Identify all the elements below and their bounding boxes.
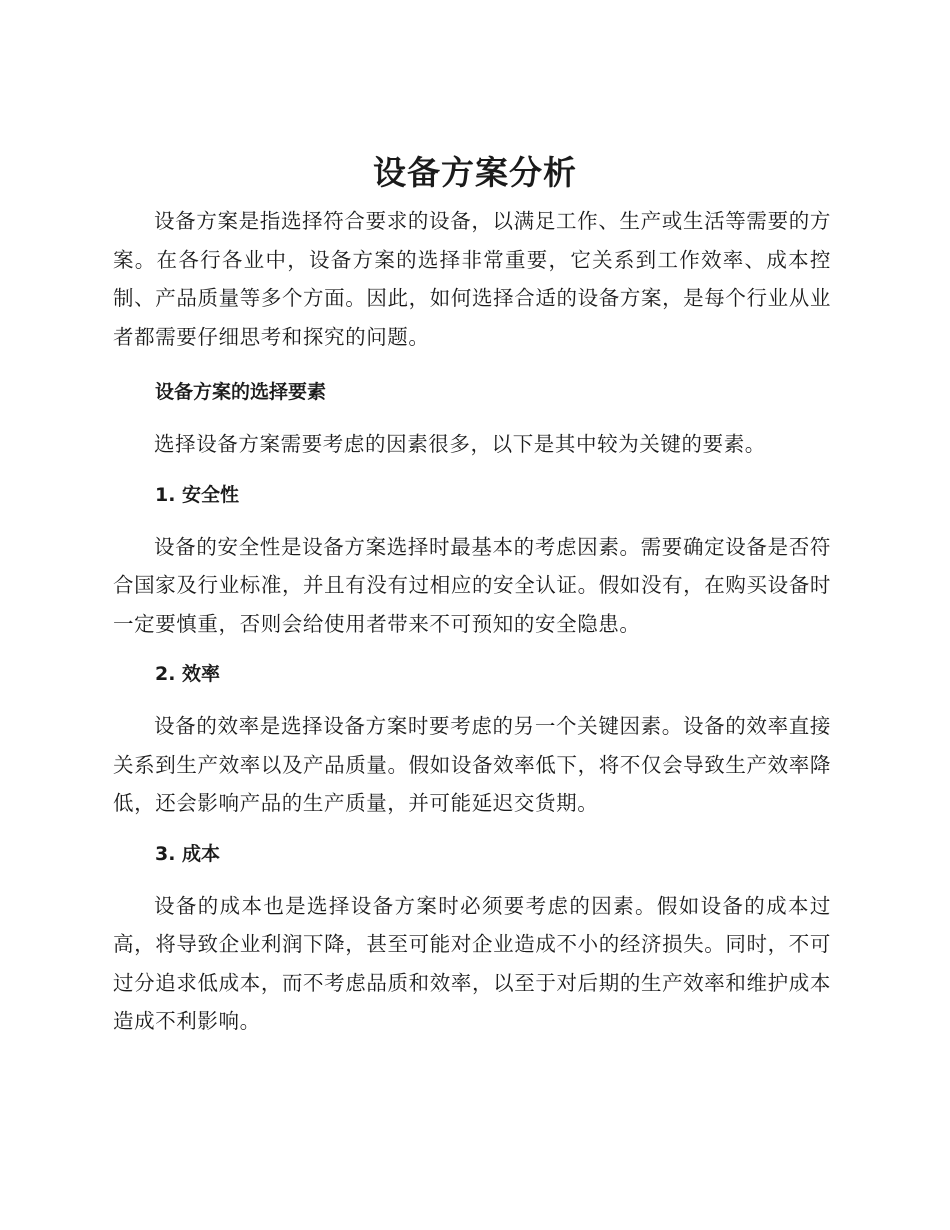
- item-body-cost: 设备的成本也是选择设备方案时必须要考虑的因素。假如设备的成本过高，将导致企业利润下降，甚至可能对企业造成不小的经济损失。同时，不可过分追求低成本，而不考虑品质和效率，以至于对后期的生产效率和维护成本造成不利影响。: [113, 893, 831, 1033]
- document-title: 设备方案分析: [373, 153, 577, 192]
- item-heading-safety: 1. 安全性: [155, 483, 240, 506]
- item-heading-efficiency: 2. 效率: [155, 663, 221, 685]
- intro-paragraph: 设备方案是指选择符合要求的设备，以满足工作、生产或生活等需要的方案。在各行各业中，设备方案的选择非常重要，它关系到工作效率、成本控制、产品质量等多个方面。因此，如何选择合适的设备方案，是每个行业从业者都需要仔细思考和探究的问题。: [113, 209, 831, 349]
- item-heading-cost: 3. 成本: [155, 842, 221, 865]
- document-body: [113, 202, 831, 1041]
- section-heading: 设备方案的选择要素: [155, 381, 327, 403]
- item-body-efficiency: 设备的效率是选择设备方案时要考虑的另一个关键因素。设备的效率直接关系到生产效率以及产品质量。假如设备效率低下，将不仅会导致生产效率降低，还会影响产品的生产质量，并可能延迟交货期。: [113, 714, 831, 815]
- item-body-safety: 设备的安全性是设备方案选择时最基本的考虑因素。需要确定设备是否符合国家及行业标准，并且有没有过相应的安全认证。假如没有，在购买设备时一定要慎重，否则会给使用者带来不可预知的安全隐患。: [113, 534, 831, 636]
- section-intro-paragraph: 选择设备方案需要考虑的因素很多，以下是其中较为关键的要素。: [154, 432, 766, 456]
